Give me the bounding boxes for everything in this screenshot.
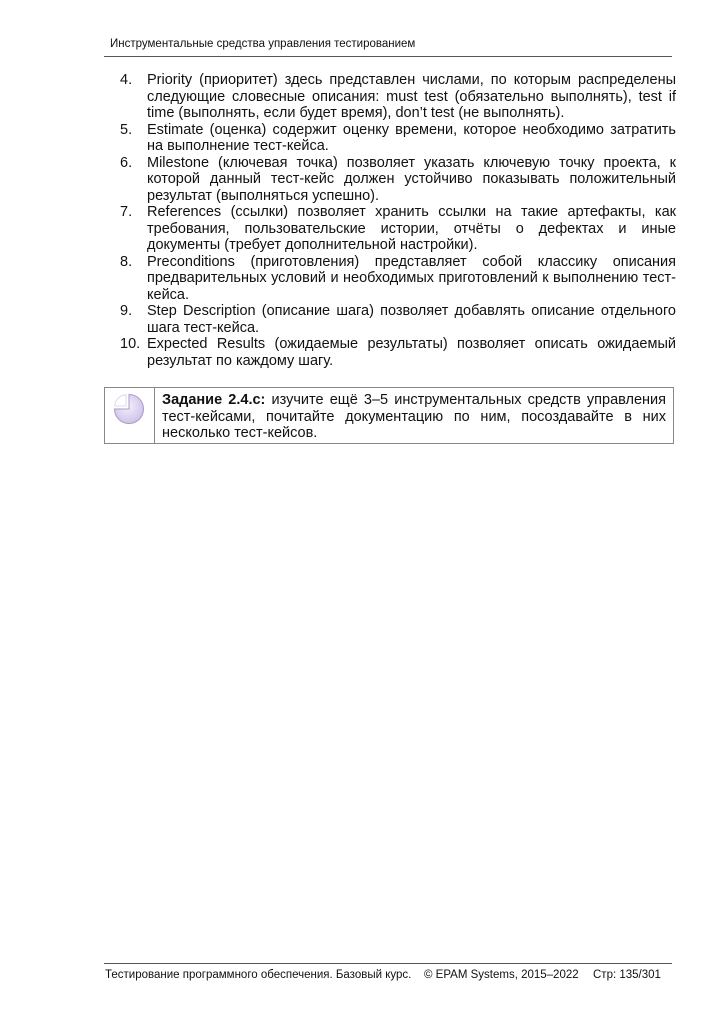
list-item-number: 8. bbox=[120, 253, 133, 270]
list-item bbox=[120, 303, 676, 336]
list-item bbox=[120, 336, 676, 369]
list-item bbox=[120, 155, 676, 205]
list-item-number: 6. bbox=[120, 154, 133, 171]
list-item-text: References (ссылки) позволяет хранить ссылки на такие артефакты, как требования, пользовательские истории, отчёты о дефектах и иные документы (требует дополнительной настройки). bbox=[147, 204, 676, 253]
list-item-text: Priority (приоритет) здесь представлен числами, по которым распределены следующие словесные описания: must test (обязательно выполнять), test if time (выполнять, если будет время), don’t test (не выполнять). bbox=[147, 72, 676, 121]
list-item-number: 10. bbox=[120, 336, 141, 352]
task-box bbox=[104, 387, 674, 444]
task-description: изучите ещё 3–5 инструментальных средств управления тест-кейсами, почитайте документацию по ним, посоздавайте в них несколько тест-кейсов. bbox=[162, 392, 667, 441]
list-item-number: 7. bbox=[120, 204, 133, 220]
list-item bbox=[120, 204, 676, 254]
footer-divider bbox=[104, 963, 672, 964]
list-item-number: 4. bbox=[120, 72, 133, 88]
task-icon-cell bbox=[105, 388, 155, 443]
list-item-text: Step Description (описание шага) позволяет добавлять описание отдельного шага тест-кейса. bbox=[147, 303, 676, 336]
list-item bbox=[120, 72, 676, 122]
footer-course-title: Тестирование программного обеспечения. Базовый курс. bbox=[105, 969, 412, 981]
pie-clock-icon bbox=[110, 392, 148, 426]
task-text bbox=[155, 388, 673, 443]
list-item bbox=[120, 254, 676, 304]
list-item-text: Milestone (ключевая точка) позволяет указать ключевую точку проекта, к которой данный тест-кейс должен устойчиво показывать положительный результат (выполняться успешно). bbox=[147, 154, 676, 204]
list-item bbox=[120, 122, 676, 155]
list-item-text: Estimate (оценка) содержит оценку времени, которое необходимо затратить на выполнение тест-кейса. bbox=[147, 121, 676, 154]
footer-page-number: Стр: 135/301 bbox=[593, 969, 661, 981]
numbered-list bbox=[120, 72, 676, 369]
header-divider bbox=[104, 56, 672, 57]
page-header-title: Инструментальные средства управления тестированием bbox=[110, 38, 416, 50]
task-label: Задание 2.4.c: bbox=[162, 392, 266, 408]
list-item-number: 9. bbox=[120, 303, 133, 319]
list-item-text: Preconditions (приготовления) представляет собой классику описания предварительных условий и необходимых приготовлений к выполнению тест-кейса. bbox=[147, 253, 676, 303]
list-item-text: Expected Results (ожидаемые результаты) позволяет описать ожидаемый результат по каждому шагу. bbox=[147, 336, 676, 369]
footer-copyright: © EPAM Systems, 2015–2022 bbox=[424, 969, 579, 981]
list-item-number: 5. bbox=[120, 121, 133, 138]
